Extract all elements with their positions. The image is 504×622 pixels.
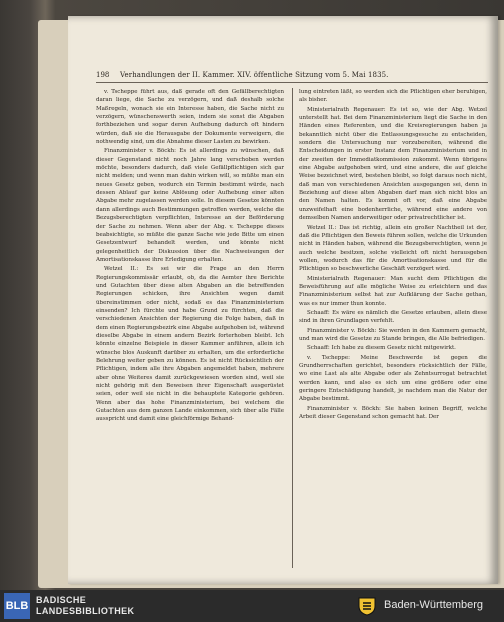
column-divider	[292, 88, 293, 568]
paragraph: Finanzminister v. Böckh: Sie haben keinen Begriff, welche Arbeit dieser Gegenstand schon gemacht hat. Der	[299, 405, 487, 421]
footer-bar	[0, 590, 504, 622]
paragraph: Schaaff: Ich habe zu diesem Gesetz nicht mitgewirkt.	[307, 345, 456, 352]
running-head-title: Verhandlungen der II. Kammer. XIV. öffentliche Sitzung vom 5. Mai 1835.	[120, 71, 389, 79]
paragraph: v. Tscheppe führt aus, daß gerade oft den Gefällberechtigten daran liege, die Sache zu verzögern, und daß deshalb solche Maßregeln, wonach sie ein Interesse haben, die Sache nicht zu verzögern, wünschenswerth seien, indem sie sonst die Abgaben forthbeziehen und sogar deren Aufhebung dadurch oft hindern würden, daß sie die Herausgabe der Dokumente verweigern, die nothwendig sind, um die Abnahme dieser Lasten zu bewirken.	[96, 89, 284, 146]
paragraph: Ministerialrath Regenauer: Man sucht dem Pflichtigen die Beweisführung auf alle mögliche Weise zu erleichtern und das Finanzministerium selbst hat zur Aufklärung der Sache gethan, was es nur immer thun konnte.	[299, 275, 487, 307]
blb-name-line2: LANDESBIBLIOTHEK	[36, 606, 135, 616]
page-number: 198	[96, 71, 110, 79]
paragraph: v. Tscheppe: Meine Beschwerde ist gegen die Grundherrschaften gerichtet, besonders rücksichtlich der Fälle, wo eine Last als alte Abgabe oder als Zehntsurrogat betrachtet werden kann, und also es sich um eine größere oder eine geringere Entschädigung handelt, je nachdem man die Natur der Abgabe bestimmt.	[299, 354, 487, 403]
blb-name-line1: BADISCHE	[36, 595, 87, 605]
blb-logo[interactable]: BLB	[4, 593, 30, 619]
paragraph: Wetzel II.: Es sei wir die Frage an den Herrn Regierungskommissär erlaubt, ob, da die Aemter ihre Berichte und Gutachten über diese alten Abgaben an die betreffenden Regierungen schicken, ihre Ansichten wegen damit übereinstimmen oder nicht, sodaß es das Finanzministerium einsenden? Ich fürchte und habe Grund zu fürchten, daß die verschiedenen Ansichten der Regierung die Folge haben, daß in dem einen Regierungsbezirk eine Abgabe aufgehoben ist, während dieselbe Abgabe in einem andern Bezirk forterhoben bleibt. Ich könnte einzelne Beispiele in dieser Kammer anführen, allein ich wünsche blos Auskunft darüber zu erhalten, um die erforderliche Belehrung weiter geben zu können. Es ist nicht Rücksichtlich der Pflichtigen, indem alle ihre Abgaben angemeldet haben, mehrere aber ohne Weiteres damit zurückgewiesen worden sind, weil sie nicht gehörig mit den Beweisen ihrer Eigenschaft ausgerüstet seien, oder weil sie nicht in die behauptete Kategorie gehören. Wenn aber das hohe Finanzministerium, bei welchem die Gutachten aus dem ganzen Lande einkommen, sich über alle Fälle ausspricht und damit eine gleichförmige Behand-	[96, 266, 284, 423]
running-head	[96, 70, 488, 83]
paragraph: Ministerialrath Regenauer: Es ist so, wie der Abg. Wetzel unterstellt hat. Bei dem Finanzministerium liegt die Sache in den Händen eines Referenten, und die Kreisregierungen haben ja bekanntlich nicht über die Entlassungsgesuche zu entscheiden, sondern die Untersuchung nur vorzubereiten, während die Entscheidungen in erster Instanz dem Finanzministerium und in der zweiten der Immediatkommission zukommt. Wenn übrigens eine Abgabe aufgehoben wird, und eine andere, die auf gleiche Weise bezeichnet wird, bestehen bleibt, so folgt daraus noch nicht, daß man von verschiedenen Ansichten ausgegangen sei, denn in Beziehung auf diese alten Abgaben darf man sich nicht blos an den Namen halten. Es kommt oft vor, daß eine Abgabe unzweifelhaft eine bodenherrliche, während eine andere von demselben Namen anderweitiger oder privatrechtlicher ist.	[299, 106, 487, 222]
bw-coat-of-arms-icon[interactable]	[356, 595, 378, 617]
paragraph: lung eintreten läßt, so werden sich die Pflichtigen eher beruhigen, als bisher.	[299, 89, 487, 104]
paragraph: Schaaff: Es wäre es nämlich die Gesetze erlauben, allein diese sind in ihren Grundlagen verfehlt.	[299, 309, 487, 325]
paragraph: Finanzminister v. Böckh: Sie werden in den Kammern gemacht, und man wird die Gesetze zu Stande bringen, die Alle befriedigen.	[299, 327, 487, 342]
left-column	[96, 88, 284, 570]
right-column	[299, 88, 487, 570]
blb-name[interactable]	[36, 595, 134, 617]
bw-name[interactable]: Baden-Württemberg	[384, 599, 484, 611]
paragraph: Finanzminister v. Böckh: Es ist allerdings zu wünschen, daß dieser Gegenstand nicht noch Jahre lang verschoben werden möchte, besonders dadurch, daß viele Gefällpflichtigen sich gar nicht melden; und wenn man dahin wirken will, so müßte man ein neues Gesetz geben, wodurch ein Termin bestimmt würde, nach dessen Ablauf gar keine Ablösung oder Aufhebung einer alten Abgabe mehr zugelassen werden solle. In diesem Gesetze könnten dann allerdings auch Bestimmungen getroffen werden, welche die Bezugsberechtigten verpflichten, Interesse an der Beförderung der Sache zu nehmen. Wenn aber der Abg. v. Tscheppe dieses beabsichtigte, so müßte die ganze Sache wie jede Bitte um einen Gesetzentwurf behandelt werden, und könnte nicht gelegenheitlich der Diskussion über die Nachweisungen der Amortisationskasse ihre Erledigung erhalten.	[96, 148, 284, 263]
book-page	[68, 16, 498, 584]
page-content	[96, 70, 488, 570]
paragraph: Wetzel II.: Das ist richtig, allein ein großer Nachtheil ist der, daß die Pflichtigen den Beweis führen sollen, welche die Urkunden nicht in Händen haben, während die Bezugsberechtigten, wenn je auch welche besitzen, solche vielleicht oft nicht herausgeben wollen, wodurch das für die Amortisationskasse und für die Pflichtigen so beschwerliche Geschäft verzögert wird.	[299, 224, 487, 273]
